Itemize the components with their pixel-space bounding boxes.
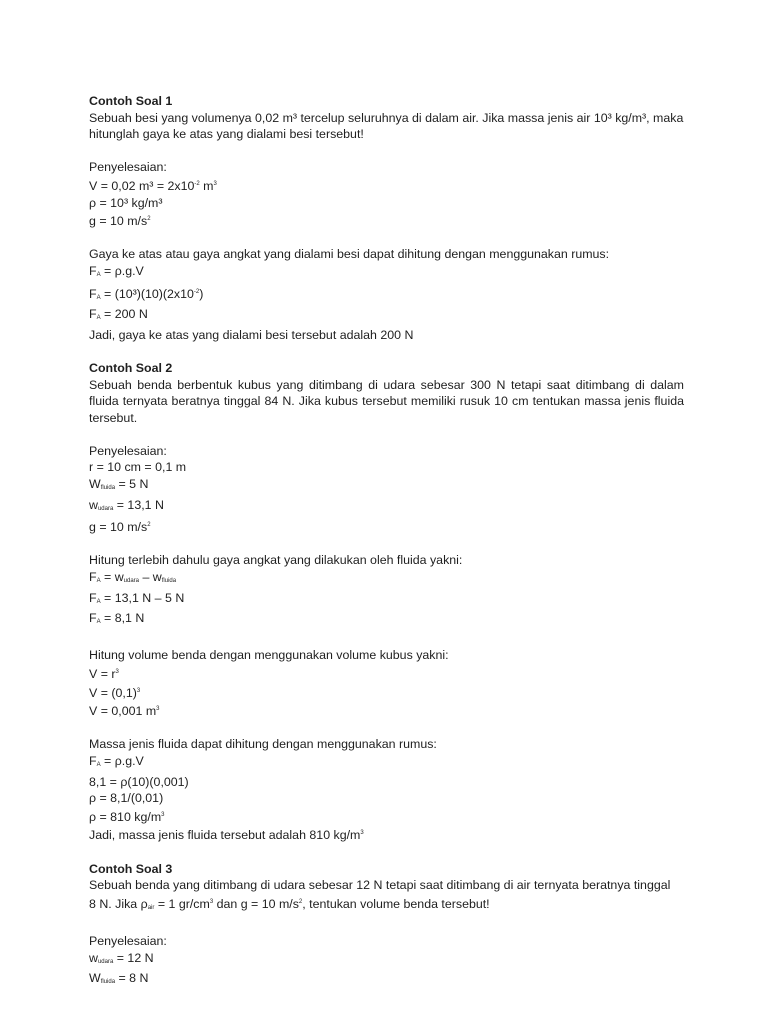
example-3-weight-fluid: Wfluida = 8 N (89, 971, 149, 986)
spacer (89, 426, 684, 443)
spacer (89, 720, 684, 737)
document-page (89, 93, 684, 991)
example-2-buoyancy-3: FA = 8,1 N (89, 611, 145, 626)
spacer (89, 631, 684, 648)
example-1-question-line-2: hitunglah gaya ke atas yang dialami besi tersebut! (89, 127, 364, 142)
example-1-formula-2: FA = $(10^3)(10)(2x10^{-2})$ (89, 286, 204, 301)
example-2-weight-fluid: Wfluida = 5 N (89, 477, 149, 492)
example-2-buoyancy-1: FA = wudara – wfluida (89, 570, 177, 585)
example-2-density-3: ρ = 8,1/(0,01) (89, 791, 164, 806)
example-1-formula-1: FA = ρ.g.V (89, 263, 144, 278)
example-2-density-2: 8,1 = ρ(10)(0,001) (89, 774, 189, 789)
example-2-volume-2: $V = (0,1)^3$ (89, 685, 141, 700)
example-2-gravity: g = 10 $m/s^2$ (89, 520, 151, 535)
example-2-buoyancy-2: FA = 13,1 N – 5 N (89, 590, 185, 605)
example-1-conclusion: Jadi, gaya ke atas yang dialami besi tersebut adalah 200 N (89, 327, 414, 342)
example-3-question-line-2: 8 N. Jika ρair = 1 $gr/cm^3$ dan g = 10 $m/s^2$, tentukan volume benda tersebut! (89, 896, 490, 911)
spacer (89, 844, 684, 861)
example-2-volume-3: V = 0,001 $m^3$ (89, 704, 160, 719)
example-2-explanation-3: Massa jenis fluida dapat dihitung dengan menggunakan rumus: (89, 737, 437, 752)
example-1-title: Contoh Soal 1 (89, 94, 173, 108)
example-2-explanation-1: Hitung terlebih dahulu gaya angkat yang dilakukan oleh fluida yakni: (89, 553, 463, 568)
example-2-edge: r = 10 cm = 0,1 m (89, 460, 187, 475)
example-2-solution-label: Penyelesaian: (89, 443, 167, 458)
example-3-question-line-1: Sebuah benda yang ditimbang di udara sebesar 12 N tetapi saat ditimbang di air ternyata beratnya tinggal (89, 878, 671, 893)
example-1-volume: V = 0,02 $m^3 = 2x10^{-2}$ $m^3$ (89, 178, 217, 193)
example-1-solution-label: Penyelesaian: (89, 160, 167, 175)
example-2-title: Contoh Soal 2 (89, 360, 173, 375)
example-3-title: Contoh Soal 3 (89, 861, 173, 876)
example-2-explanation-2: Hitung volume benda dengan menggunakan volume kubus yakni: (89, 648, 449, 663)
example-1-explanation: Gaya ke atas atau gaya angkat yang dialami besi dapat dihitung dengan menggunakan rumus: (89, 247, 610, 262)
example-3-weight-air: wudara = 12 N (89, 950, 154, 965)
spacer (89, 143, 684, 160)
example-1-gravity: g = 10 $m/s^2$ (89, 214, 151, 229)
example-1-density: ρ = 10³ kg/m³ (89, 195, 163, 210)
example-1-question-line-1: Sebuah besi yang volumenya 0,02 m³ tercelup seluruhnya di dalam air. Jika massa jenis air 10³ kg/m³, maka (89, 110, 684, 125)
spacer (89, 230, 684, 247)
example-2-density-4: ρ = 810 $kg/m^3$ (89, 809, 165, 824)
spacer (89, 916, 684, 933)
example-2-weight-air: wudara = 13,1 N (89, 497, 164, 512)
example-2-question: Sebuah benda berbentuk kubus yang ditimbang di udara sebesar 300 N tetapi saat ditimbang di dalam fluida ternyata beratnya tinggal 84 N. Jika kubus tersebut memiliki rusuk 10 cm tentukan massa jenis fluida tersebut. (89, 377, 684, 425)
example-3-solution-label: Penyelesaian: (89, 933, 167, 948)
example-2-volume-1: $V = r^3$ (89, 667, 119, 681)
example-2-conclusion: Jadi, massa jenis fluida tersebut adalah 810 $kg/m^3$ (89, 828, 364, 843)
example-1-formula-3: FA = 200 N (89, 307, 148, 322)
example-2-density-1: FA = ρ.g.V (89, 753, 144, 768)
spacer (89, 536, 684, 553)
spacer (89, 343, 684, 360)
